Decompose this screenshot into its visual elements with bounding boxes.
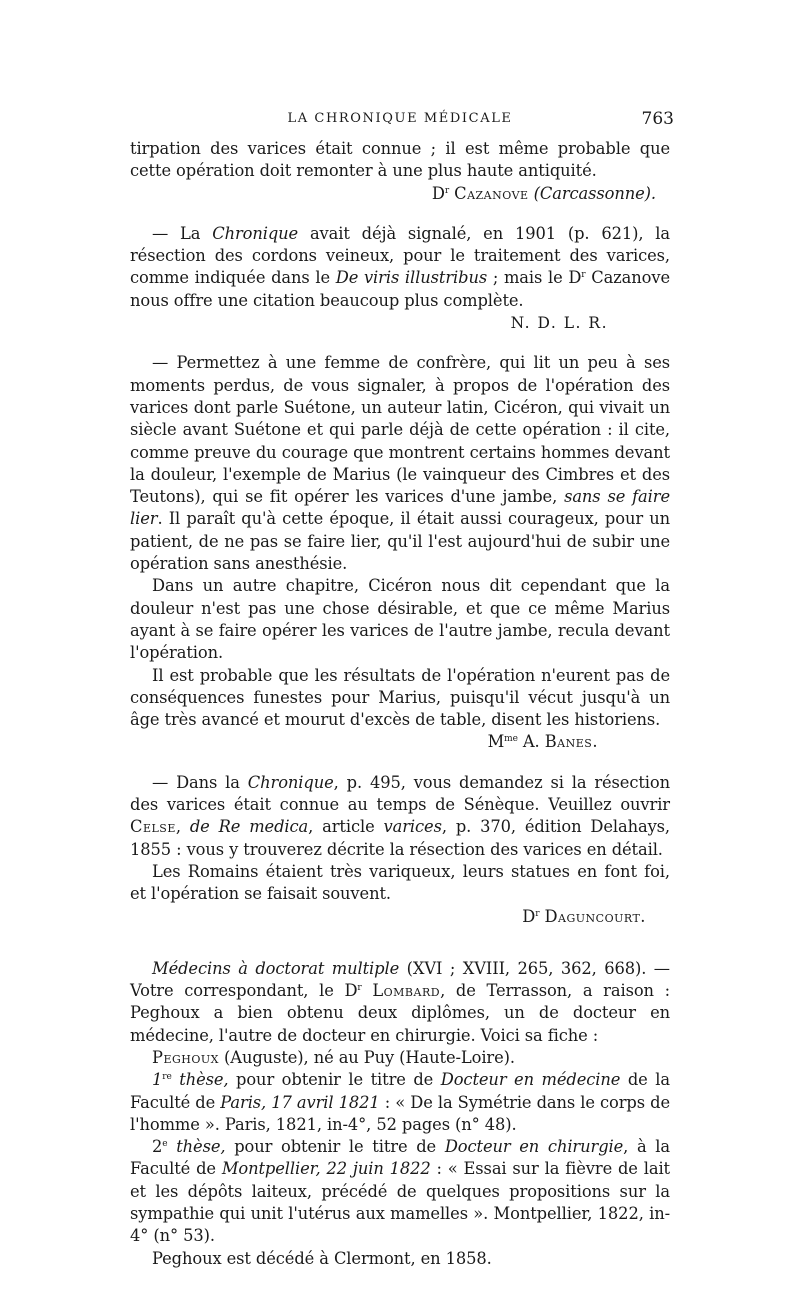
paragraph-letter-2: Dans un autre chapitre, Cicéron nous dit cependant que la douleur n'est pas une chose désirable, et que ce même Marius ayant à se faire opérer les varices de l'autre jambe, recula devant l'opération. xyxy=(130,576,670,663)
paragraph-seneque: — Dans la Chronique, p. 495, vous demandez si la résection des varices était connue au temps de Sénèque. Veuillez ouvrir Celse, de Re medica, article varices, p. 370, édition Delahays, 1855 : vous y trouverez décrite la résection des varices en détail. xyxy=(130,772,671,859)
spacer xyxy=(130,928,670,958)
signature-daguncourt: $D^r$ Daguncourt. xyxy=(522,906,646,926)
paragraph-peghoux-fiche: Peghoux (Auguste), né au Puy (Haute-Loire). xyxy=(152,1047,515,1067)
page-number: 763 xyxy=(641,109,674,129)
paragraph-continuation: tirpation des varices était connue ; il est même probable que cette opération doit remonter à une plus haute antiquité. xyxy=(130,139,670,181)
paragraph-letter-3: Il est probable que les résultats de l'opération n'eurent pas de conséquences funestes pour Marius, puisqu'il vécut jusqu'à un âge très avancé et mourut d'excès de table, disent les historiens. xyxy=(130,665,670,730)
paragraph-deces: Peghoux est décédé à Clermont, en 1858. xyxy=(152,1248,492,1268)
spacer xyxy=(130,334,670,352)
paragraph-these-2: 2e thèse, pour obtenir le titre de Docteur en chirurgie, à la Faculté de Montpellier, 22 juin 1822 : « Essai sur la fièvre de lait et les dépôts laiteux, précédé de quelques propositions sur la sympathie qui unit l'utérus aux mamelles ». Montpellier, 1822, in-4° (n° 53). xyxy=(130,1137,671,1246)
running-header xyxy=(130,104,674,138)
running-title: LA CHRONIQUE MÉDICALE xyxy=(287,111,513,126)
signature-ndlr: N. D. L. R. xyxy=(510,314,608,333)
signature-banes: $M^{me}$ A. Banes. xyxy=(487,732,598,752)
paragraph-medecins-doctorat: Médecins à doctorat multiple (XVI ; XVIII, 265, 362, 668). — Votre correspondant, le $D^r$ Lombard, de Terrasson, a raison : Peghoux a bien obtenu deux diplômes, un de docteur en médecine, l'autre de docteur en chirurgie. Voici sa fiche : xyxy=(130,958,671,1045)
signature-cazanove: $D^r$ Cazanove (Carcassonne). xyxy=(431,183,656,203)
spacer xyxy=(130,754,670,772)
book-page xyxy=(130,104,674,1270)
paragraph-letter-1: — Permettez à une femme de confrère, qui lit un peu à ses moments perdus, de vous signaler, à propos de l'opération des varices dont parle Suétone, un auteur latin, Cicéron, qui vivait un siècle avant Suétone et qui parle déjà de cette opération : il cite, comme preuve du courage que montrent certains hommes devant la douleur, l'exemple de Marius (le vainqueur des Cimbres et des Teutons), qui se fit opérer les varices d'une jambe, sans se faire lier. Il paraît qu'à cette époque, il était aussi courageux, pour un patient, de ne pas se faire lier, qu'il l'est aujourd'hui de subir une opération sans anesthésie. xyxy=(130,353,670,574)
spacer xyxy=(130,205,670,223)
paragraph-these-1: 1re thèse, pour obtenir le titre de Docteur en médecine de la Faculté de Paris, 17 avril 1821 : « De la Symétrie dans le corps de l'homme ». Paris, 1821, in-4°, 52 pages (n° 48). xyxy=(130,1070,670,1134)
paragraph-editor-note: — La Chronique avait déjà signalé, en 1901 (p. 621), la résection des cordons veineux, pour le traitement des varices, comme indiquée dans le De viris illustribus ; mais le $D^r$ Cazanove nous offre une citation beaucoup plus complète. xyxy=(130,223,670,310)
paragraph-romains: Les Romains étaient très variqueux, leurs statues en font foi, et l'opération se faisait souvent. xyxy=(130,861,670,904)
